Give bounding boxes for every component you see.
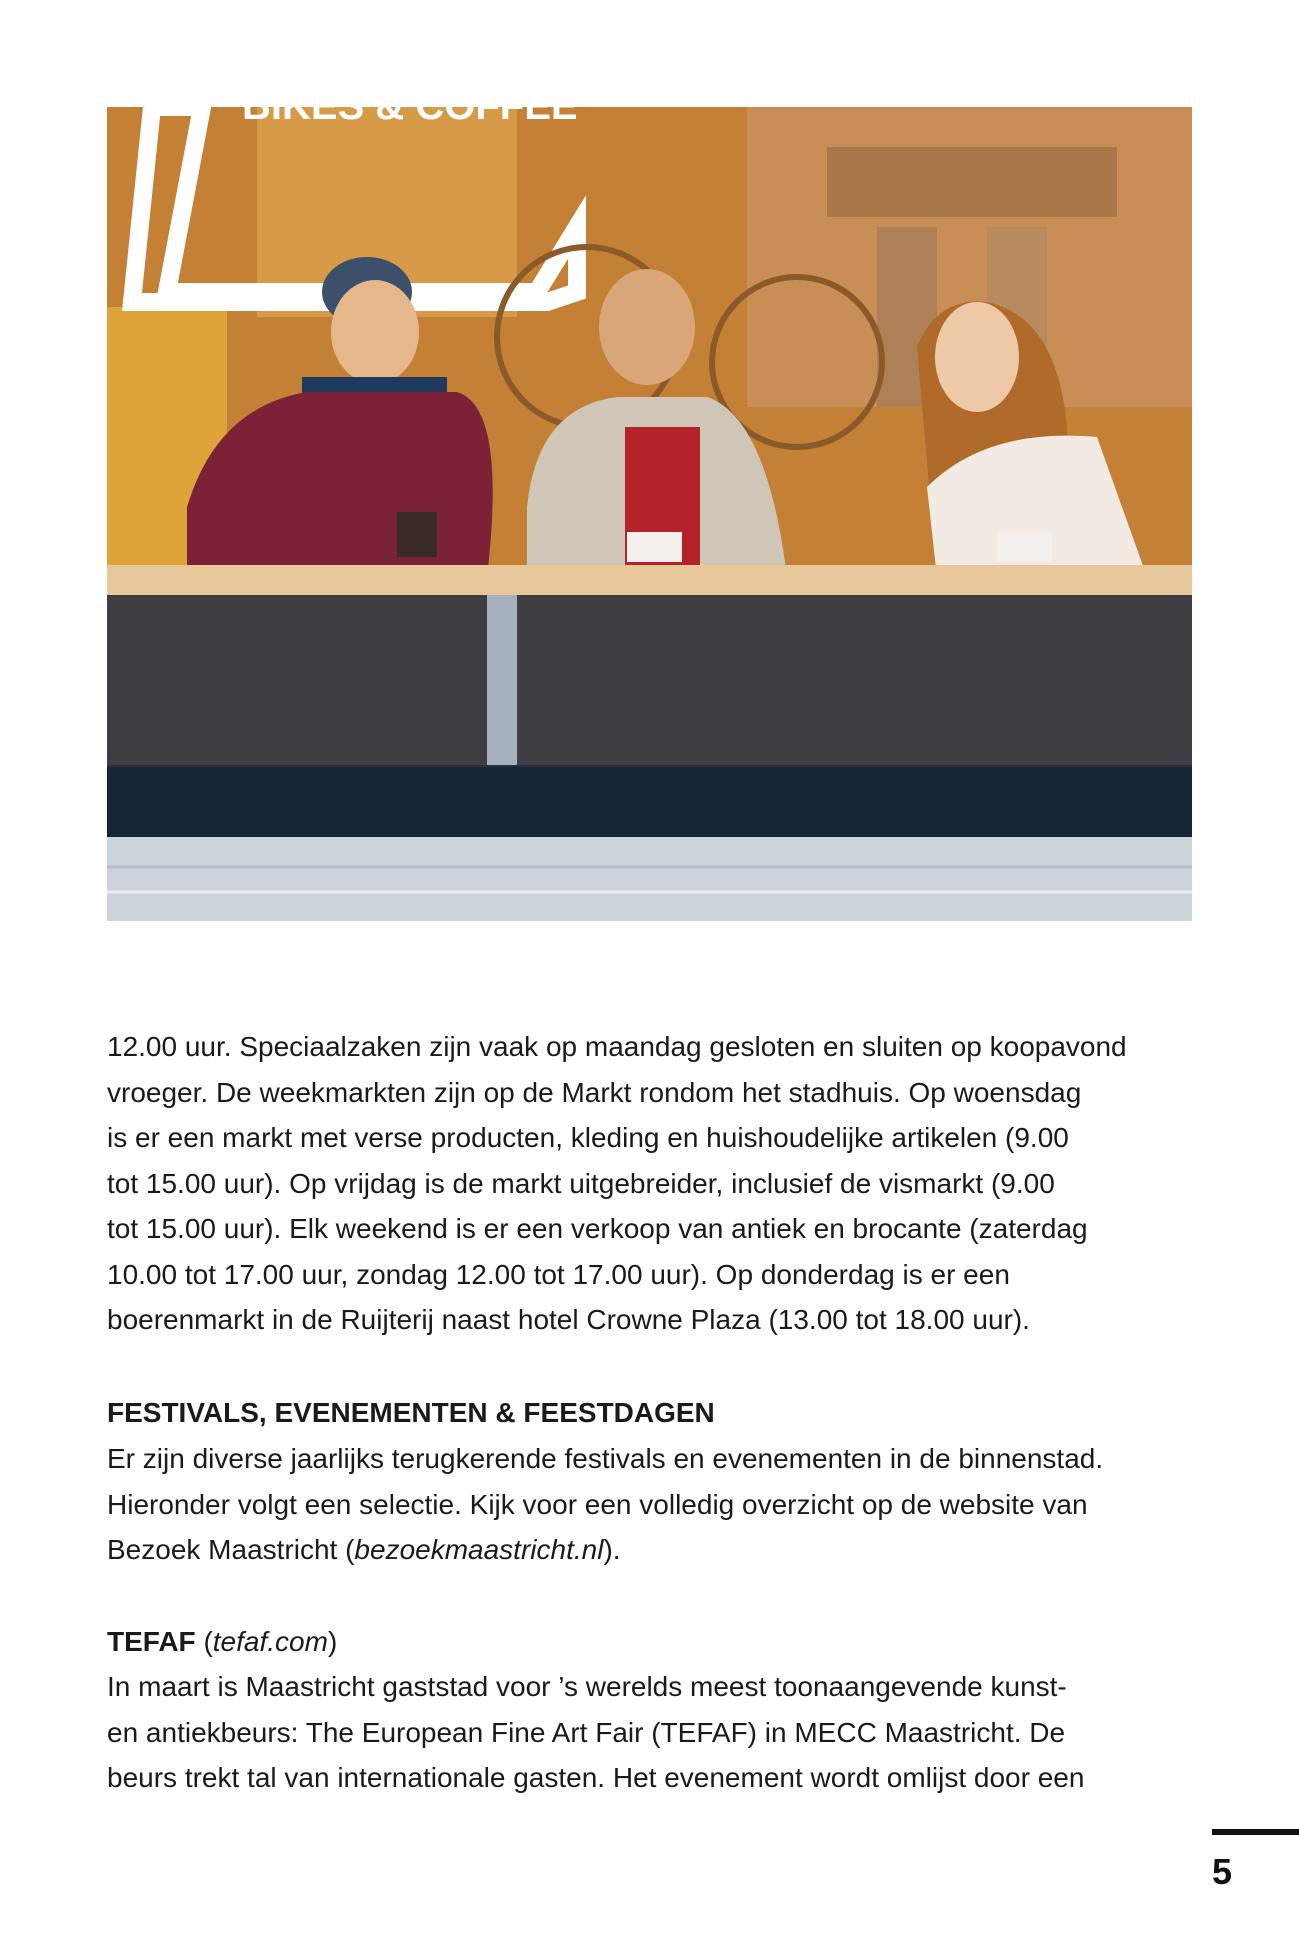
text-line: beurs trekt tal van internationale gasten. Het evenement wordt omlijst door een xyxy=(107,1762,1085,1793)
text-fragment: ) xyxy=(327,1626,338,1657)
text-line: vroeger. De weekmarkten zijn op de Markt rondom het stadhuis. Op woensdag xyxy=(107,1076,1082,1108)
text-line: tot 15.00 uur). Op vrijdag is de markt uitgebreider, inclusief de vismarkt (9.00 xyxy=(107,1167,1055,1199)
tefaf-link[interactable]: tefaf.com xyxy=(212,1626,328,1657)
text-line: Hieronder volgt een selectie. Kijk voor een volledig overzicht op de website van xyxy=(107,1488,1088,1520)
sign-text: BIKES & COFFEE xyxy=(242,84,578,128)
text-line: 12.00 uur. Speciaalzaken zijn vaak op maandag gesloten en sluiten op koopavond xyxy=(107,1031,1127,1062)
text-line: tot 15.00 uur). Elk weekend is er een verkoop van antiek en brocante (zaterdag xyxy=(107,1213,1088,1244)
tefaf-title: TEFAF xyxy=(107,1626,196,1657)
photo-illustration xyxy=(107,84,1192,921)
paragraph-tefaf xyxy=(107,1664,1197,1801)
text-line: Er zijn diverse jaarlijks terugkerende festivals en evenementen in de binnenstad. xyxy=(107,1443,1104,1474)
website-link[interactable]: bezoekmaastricht.nl xyxy=(354,1534,604,1565)
text-line: en antiekbeurs: The European Fine Art Fair (TEFAF) in MECC Maastricht. De xyxy=(107,1716,1066,1748)
cafe-window-photo xyxy=(107,84,1192,921)
page-number-rule xyxy=(1212,1829,1299,1835)
text-line: In maart is Maastricht gaststad voor ’s werelds meest toonaangevende kunst- xyxy=(107,1671,1067,1702)
text-line: boerenmarkt in de Ruijterij naast hotel Crowne Plaza (13.00 tot 18.00 uur). xyxy=(107,1304,1030,1335)
text-line xyxy=(107,1527,1197,1573)
paragraph-shopping-markets xyxy=(107,1024,1197,1343)
text-fragment: Bezoek Maastricht ( xyxy=(107,1534,355,1565)
text-fragment: ). xyxy=(603,1534,621,1565)
paragraph-festivals-intro xyxy=(107,1436,1197,1573)
tefaf-heading-line xyxy=(107,1619,337,1665)
text-line: is er een markt met verse producten, kleding en huishoudelijke artikelen (9.00 xyxy=(107,1122,1069,1153)
section-heading: FESTIVALS, EVENEMENTEN & FEESTDAGEN xyxy=(107,1397,715,1428)
text-fragment: ( xyxy=(195,1626,213,1657)
page-number: 5 xyxy=(1212,1851,1233,1892)
text-line: 10.00 tot 17.00 uur, zondag 12.00 tot 17.00 uur). Op donderdag is er een xyxy=(107,1258,1010,1290)
